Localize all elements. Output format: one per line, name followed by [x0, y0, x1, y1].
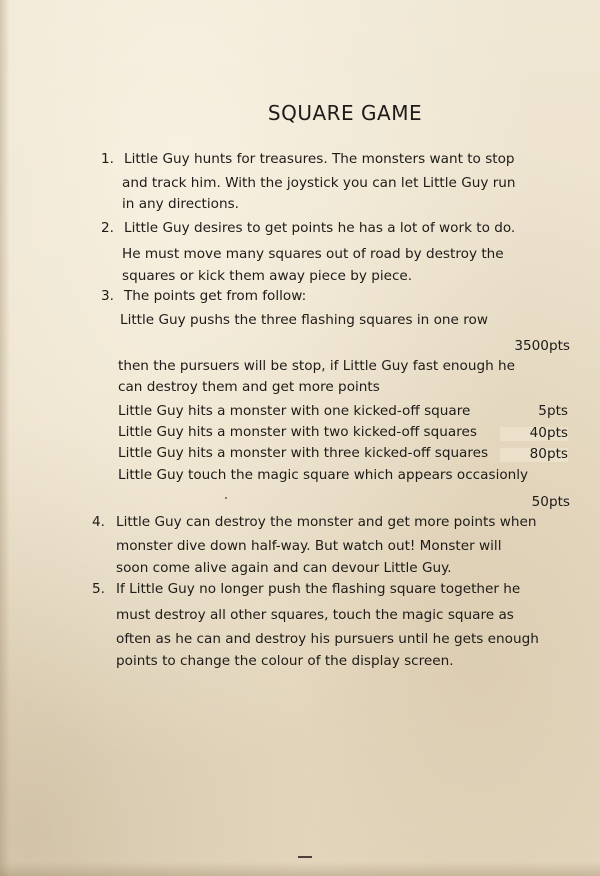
paper-speck — [225, 497, 227, 499]
item-4-number: 4. — [92, 514, 105, 530]
score-value-80: 80pts — [500, 448, 568, 462]
score-value-3500: 3500pts — [514, 338, 570, 354]
item-1-number: 1. — [101, 151, 114, 167]
item-1-line-3: in any directions. — [122, 196, 240, 212]
item-4-line-1: Little Guy can destroy the monster and get more points when — [116, 514, 537, 530]
item-3-line-3: then the pursuers will be stop, if Little Guy fast enough he — [118, 358, 516, 374]
item-3-line-2: Little Guy pushs the three flashing squares in one row — [120, 312, 488, 328]
score-row-two-squares: Little Guy hits a monster with two kicked-off squares — [118, 424, 477, 440]
page-title: SQUARE GAME — [267, 101, 423, 125]
item-2-number: 2. — [101, 220, 114, 236]
item-5-number: 5. — [92, 581, 105, 597]
score-value-magic: 50pts — [531, 494, 570, 510]
item-2-line-1: Little Guy desires to get points he has a lot of work to do. — [124, 220, 516, 236]
score-row-three-squares: Little Guy hits a monster with three kicked-off squares — [118, 445, 489, 461]
paper-shadow-bottom — [0, 862, 600, 876]
paper-mark — [298, 856, 312, 858]
item-3-number: 3. — [101, 288, 114, 304]
item-1-line-2: and track him. With the joystick you can let Little Guy run — [122, 175, 516, 191]
item-3-line-4: can destroy them and get more points — [118, 379, 380, 395]
item-2-line-2: He must move many squares out of road by destroy the — [122, 246, 504, 262]
paper-shadow-left — [0, 0, 10, 876]
score-value-40: 40pts — [500, 427, 568, 441]
item-5-line-2: must destroy all other squares, touch the magic square as — [116, 607, 514, 623]
item-2-line-3: squares or kick them away piece by piece. — [122, 268, 413, 284]
item-5-line-4: points to change the colour of the display screen. — [116, 653, 454, 669]
item-5-line-1: If Little Guy no longer push the flashing square together he — [116, 581, 521, 597]
score-row-one-square: Little Guy hits a monster with one kicked-off square — [118, 403, 471, 419]
score-row-magic-square: Little Guy touch the magic square which appears occasionly — [118, 467, 529, 483]
score-value-5: 5pts — [538, 403, 568, 419]
item-5-line-3: often as he can and destroy his pursuers until he gets enough — [116, 631, 539, 647]
item-1-line-1: Little Guy hunts for treasures. The monsters want to stop — [124, 151, 515, 167]
item-4-line-2: monster dive down half-way. But watch out! Monster will — [116, 538, 502, 554]
item-3-line-1: The points get from follow: — [124, 288, 307, 304]
item-4-line-3: soon come alive again and can devour Little Guy. — [116, 560, 452, 576]
